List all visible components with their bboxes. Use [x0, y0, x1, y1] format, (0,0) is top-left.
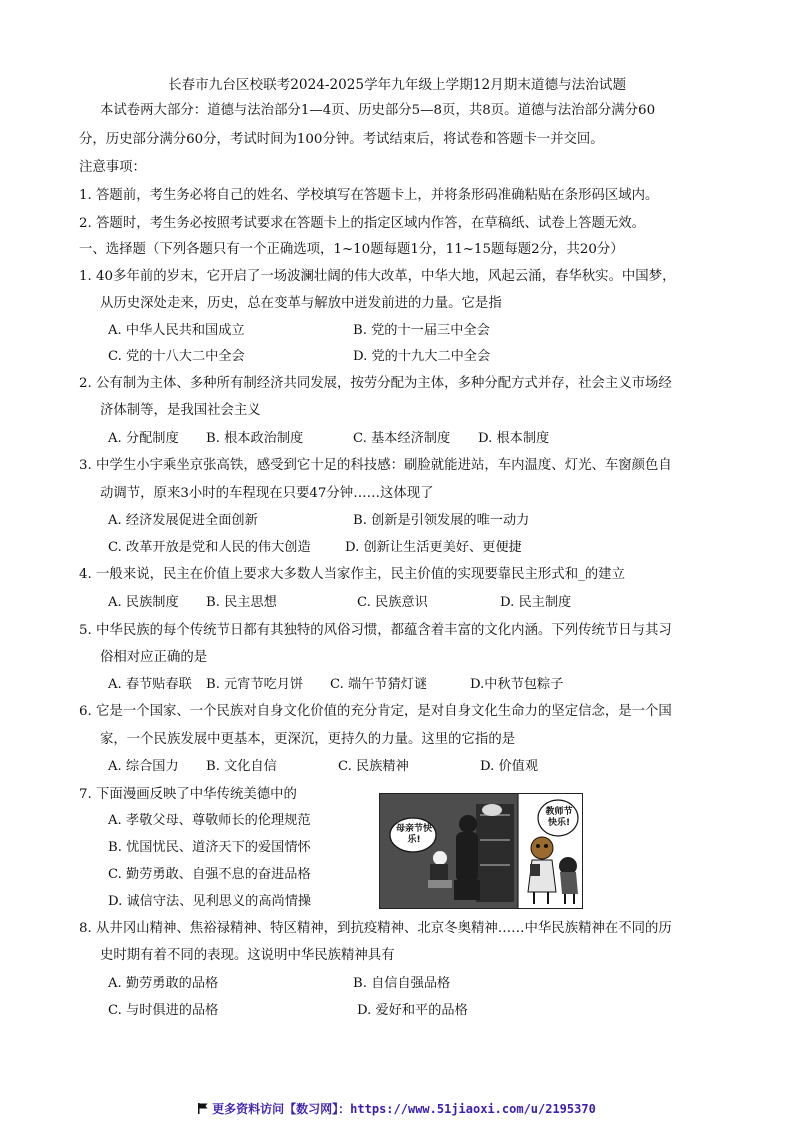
comic-teacher — [531, 837, 553, 859]
q2-stem-2: 济体制等，是我国社会主义 — [100, 403, 261, 418]
q1-option-a: A. 中华人民共和国成立 — [108, 323, 245, 338]
q3-stem-2: 动调节，原来3小时的车程现在只要47分钟……这体现了 — [100, 486, 434, 501]
q4-option-c: C. 民族意识 — [357, 595, 428, 610]
q1-stem-1: 1. 40多年前的岁末，它开启了一场波澜壮阔的伟大改革，中华大地，风起云涌，春华秋实。中国梦， — [79, 269, 676, 284]
q8-option-c: C. 与时俱进的品格 — [108, 1003, 219, 1018]
intro-line-2: 分，历史部分满分60分，考试时间为100分钟。考试结束后，将试卷和答题卡一并交回。 — [79, 132, 604, 147]
comic-mother — [459, 815, 477, 833]
q3-option-d: D. 创新让生活更美好、更便捷 — [345, 540, 522, 555]
q8-option-a: A. 勤劳勇敢的品格 — [108, 976, 219, 991]
comic-right-caption: 教师节快乐! — [545, 807, 573, 828]
comic-cabinet — [476, 804, 514, 902]
notes-heading: 注意事项： — [79, 160, 146, 175]
footer — [0, 1100, 794, 1117]
q3-option-c: C. 改革开放是党和人民的伟大创造 — [108, 540, 311, 555]
q2-stem-1: 2. 公有制为主体、多种所有制经济共同发展，按劳分配为主体，多种分配方式并存，社会主义市场经 — [79, 376, 672, 391]
footer-link[interactable]: 更多资料访问【数习网】：https://www.51jiaoxi.com/u/2195370 — [212, 1102, 596, 1116]
q8-option-d: D. 爱好和平的品格 — [357, 1003, 468, 1018]
q5-stem-1: 5. 中华民族的每个传统节日都有其独特的风俗习惯，都蕴含着丰富的文化内涵。下列传统节日与其习 — [79, 623, 672, 638]
q5-option-b: B. 元宵节吃月饼 — [206, 677, 304, 692]
q4-option-a: A. 民族制度 — [108, 595, 179, 610]
q8-stem-2: 史时期有着不同的表现。这说明中华民族精神具有 — [100, 948, 395, 963]
comic-child — [433, 851, 447, 865]
q5-stem-2: 俗相对应正确的是 — [100, 650, 208, 665]
q5-option-c: C. 端午节猜灯谜 — [330, 677, 428, 692]
q6-option-c: C. 民族精神 — [338, 759, 409, 774]
q2-option-b: B. 根本政治制度 — [206, 431, 304, 446]
q8-option-b: B. 自信自强品格 — [353, 976, 451, 991]
q1-option-c: C. 党的十八大二中全会 — [108, 349, 245, 364]
q5-option-d: D.中秋节包粽子 — [470, 677, 564, 692]
q7-option-a: A. 孝敬父母、尊敬师长的伦理规范 — [108, 813, 311, 828]
comic-left-caption: 母亲节快乐! — [396, 824, 433, 845]
q7-option-d: D. 诚信守法、见利思义的高尚情操 — [108, 894, 312, 909]
q2-option-d: D. 根本制度 — [478, 431, 550, 446]
q8-stem-1: 8. 从井冈山精神、焦裕禄精神、特区精神，到抗疫精神、北京冬奥精神……中华民族精神在不同的历 — [79, 921, 672, 936]
q7-stem-1: 7. 下面漫画反映了中华传统美德中的 — [79, 787, 297, 802]
q6-option-a: A. 综合国力 — [108, 759, 179, 774]
q7-option-c: C. 勤劳勇敢、自强不息的奋进品格 — [108, 867, 311, 882]
q4-stem-1: 4. 一般来说，民主在价值上要求大多数人当家作主，民主价值的实现要靠民主形式和_的建立 — [79, 567, 625, 582]
flag-icon — [198, 1103, 208, 1117]
q6-option-d: D. 价值观 — [480, 759, 539, 774]
q1-option-b: B. 党的十一届三中全会 — [353, 323, 490, 338]
section-heading: 一、选择题（下列各题只有一个正确选项，1~10题每题1分，11~15题每题2分，共20分） — [79, 242, 624, 257]
exam-title: 长春市九台区校联考2024-2025学年九年级上学期12月期末道德与法治试题 — [167, 77, 627, 93]
q5-option-a: A. 春节贴春联 — [108, 677, 192, 692]
note-2: 2. 答题时，考生务必按照考试要求在答题卡上的指定区域内作答，在草稿纸、试卷上答题无效。 — [79, 216, 646, 231]
intro-line-1: 本试卷两大部分：道德与法治部分1—4页、历史部分5—8页，共8页。道德与法治部分满分60 — [100, 103, 656, 118]
q2-option-a: A. 分配制度 — [108, 431, 179, 446]
q1-stem-2: 从历史深处走来，历史，总在变革与解放中迸发前进的力量。它是指 — [100, 296, 502, 311]
q4-option-b: B. 民主思想 — [206, 595, 277, 610]
q6-option-b: B. 文化自信 — [206, 759, 277, 774]
q3-stem-1: 3. 中学生小宇乘坐京张高铁，感受到它十足的科技感：刷脸就能进站，车内温度、灯光、车窗颜色自 — [79, 458, 672, 473]
q1-option-d: D. 党的十九大二中全会 — [353, 349, 491, 364]
comic-illustration — [379, 793, 583, 909]
q6-stem-1: 6. 它是一个国家、一个民族对自身文化价值的充分肯定，是对自身文化生命力的坚定信念，是一个国 — [79, 704, 672, 719]
q3-option-a: A. 经济发展促进全面创新 — [108, 513, 258, 528]
q2-option-c: C. 基本经济制度 — [353, 431, 451, 446]
q6-stem-2: 家，一个民族发展中更基本，更深沉，更持久的力量。这里的它指的是 — [100, 732, 516, 747]
q4-option-d: D. 民主制度 — [500, 595, 572, 610]
q3-option-b: B. 创新是引领发展的唯一动力 — [353, 513, 530, 528]
note-1: 1. 答题前，考生务必将自己的姓名、学校填写在答题卡上，并将条形码准确粘贴在条形码区域内。 — [79, 188, 659, 203]
q7-option-b: B. 忧国忧民、道济天下的爱国情怀 — [108, 840, 311, 855]
